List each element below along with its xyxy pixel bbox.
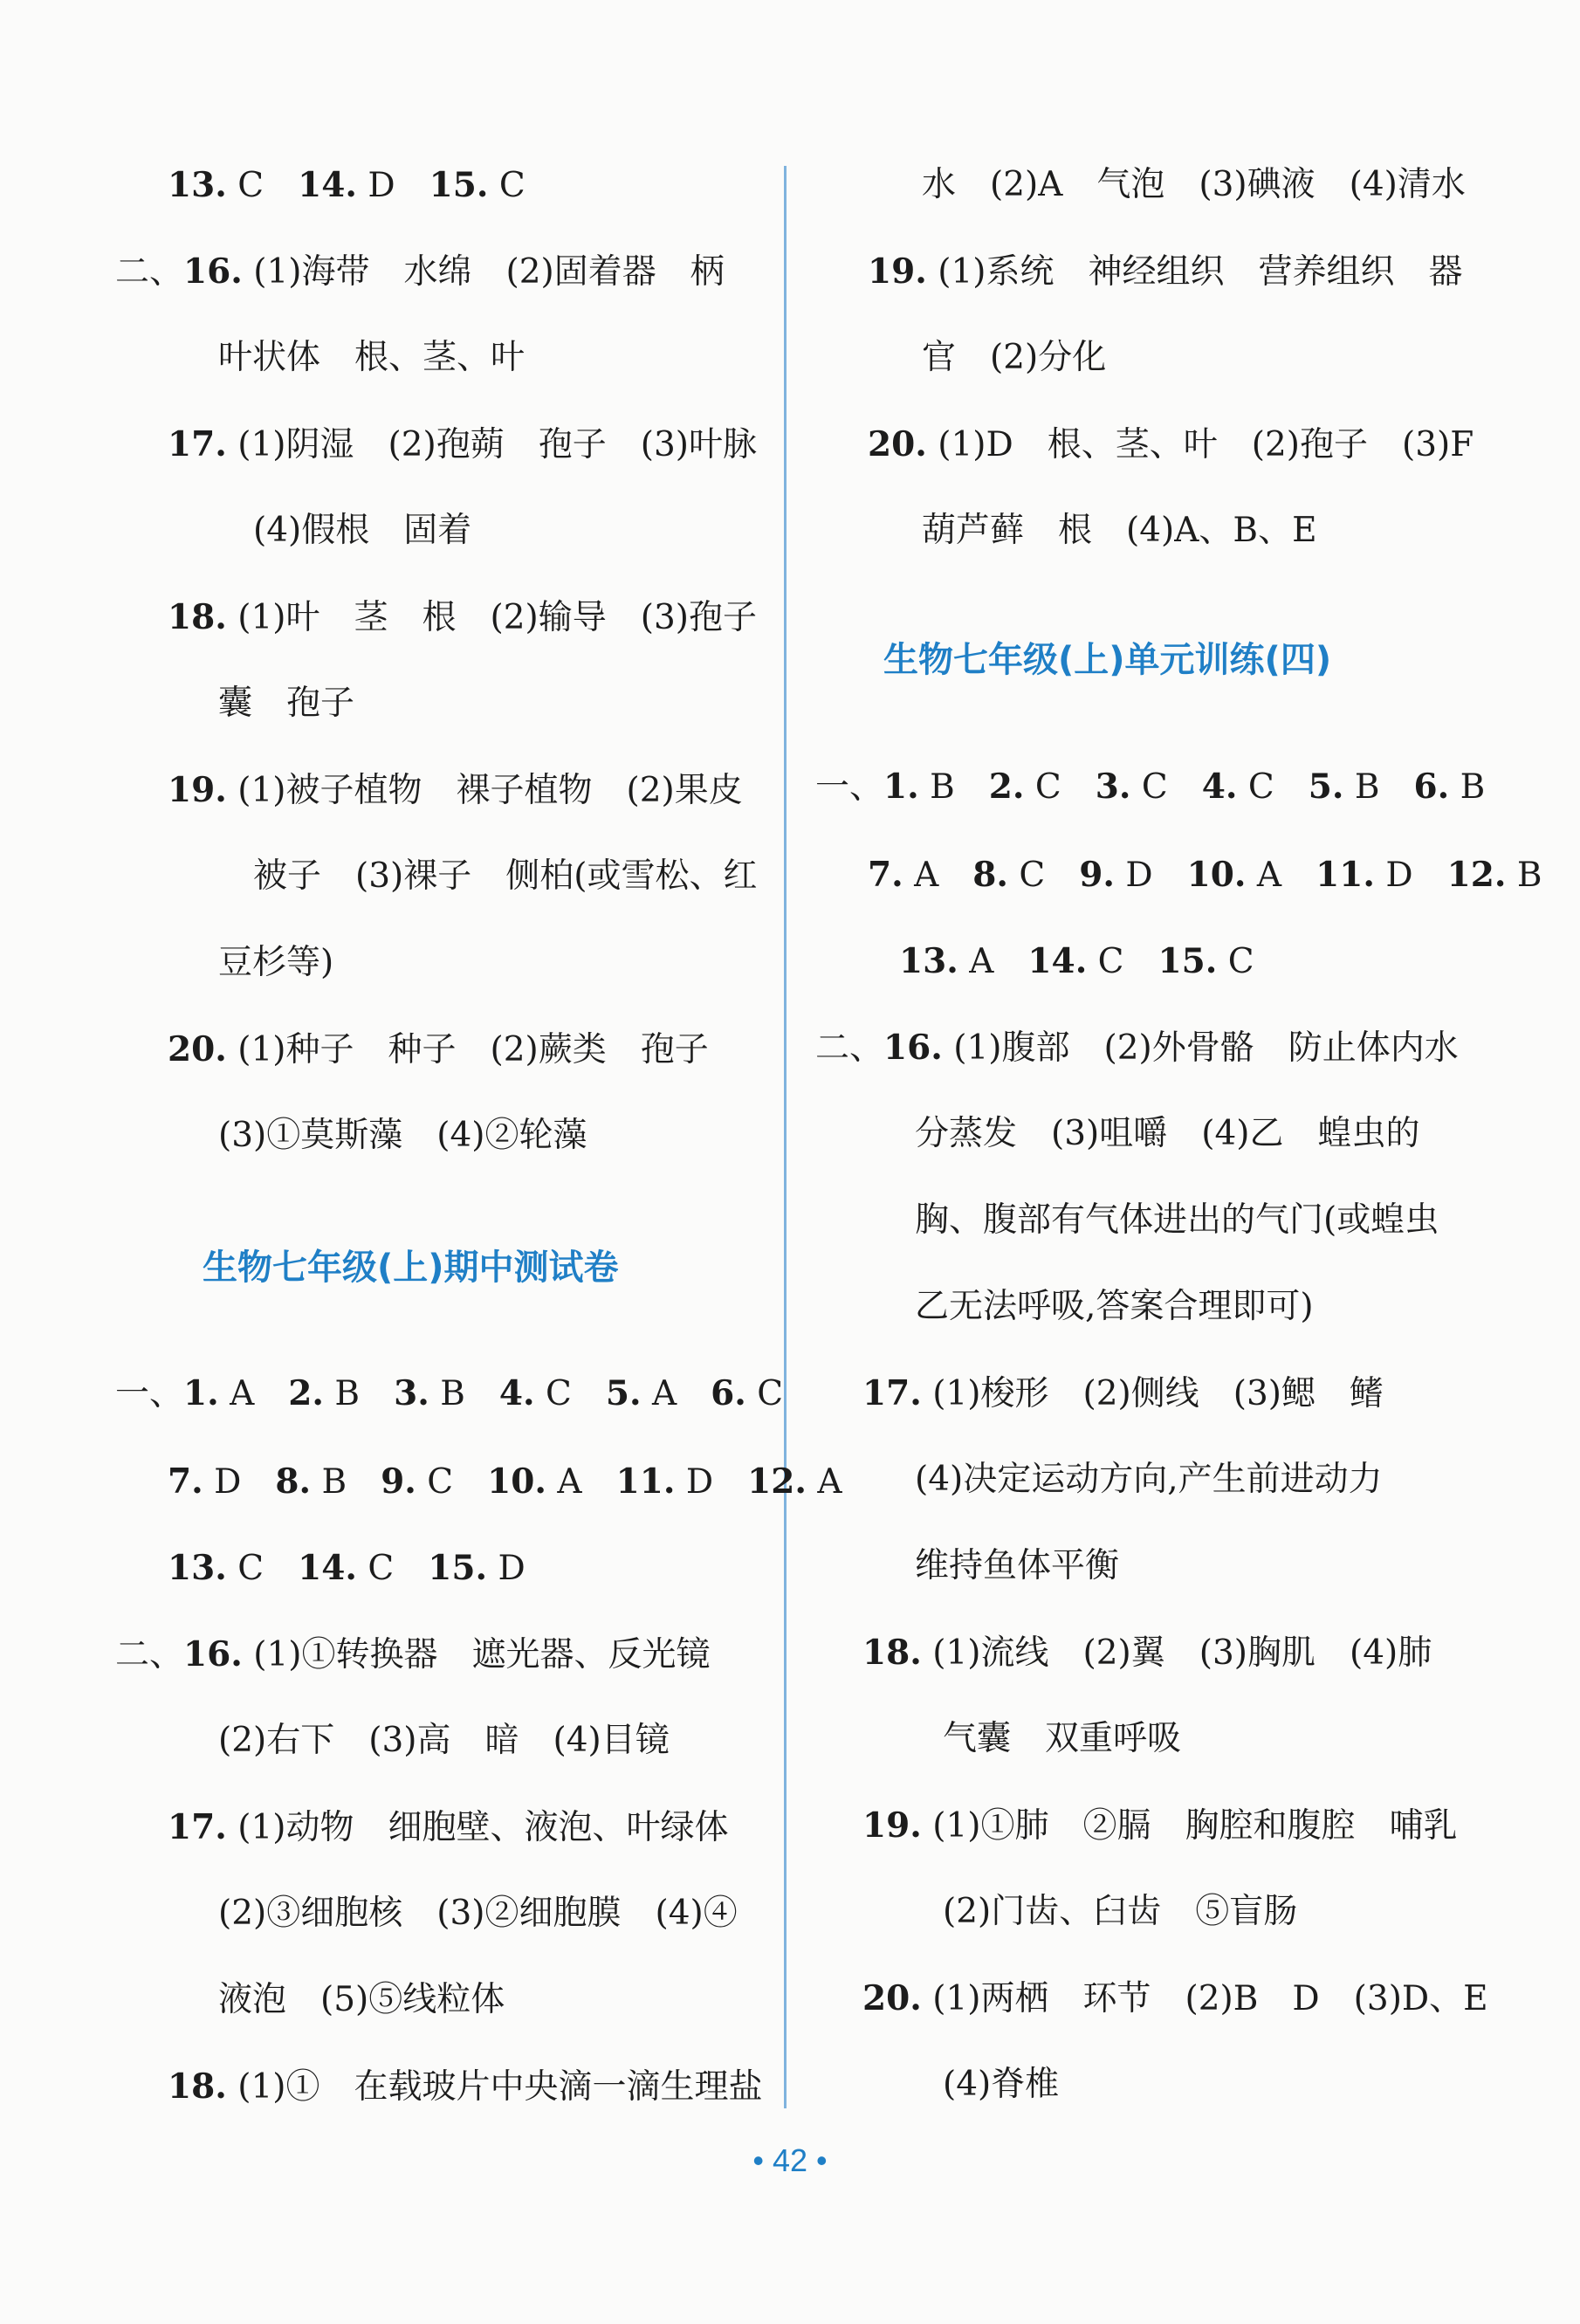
answer-line: (4)假根 固着 — [253, 511, 472, 550]
answer-line: (4)决定运动方向,产生前进动力 — [915, 1460, 1383, 1499]
answer-line: 二、16. (1)①转换器 遮光器、反光镜 — [115, 1634, 711, 1674]
answer-line: 13. C 14. C 15. D — [168, 1548, 526, 1588]
answer-line: (2)右下 (3)高 暗 (4)目镜 — [218, 1721, 670, 1760]
answer-line: 17. (1)动物 细胞壁、液泡、叶绿体 — [168, 1807, 729, 1847]
answer-line: 水 (2)A 气泡 (3)碘液 (4)清水 — [922, 165, 1466, 204]
answer-line: 13. C 14. D 15. C — [168, 165, 526, 205]
answer-line: 一、1. B 2. C 3. C 4. C 5. B 6. B — [815, 767, 1486, 807]
answer-line: (2)门齿、臼齿 ⑤盲肠 — [943, 1892, 1298, 1931]
answer-line: 二、16. (1)腹部 (2)外骨骼 防止体内水 — [815, 1028, 1459, 1068]
answer-line: 20. (1)种子 种子 (2)蕨类 孢子 — [168, 1029, 709, 1069]
section-title: 生物七年级(上)单元训练(四) — [883, 640, 1332, 680]
answer-line: 官 (2)分化 — [922, 338, 1107, 377]
answer-line: 被子 (3)裸子 侧柏(或雪松、红 — [253, 856, 758, 896]
answer-line: 20. (1)D 根、茎、叶 (2)孢子 (3)F — [868, 424, 1474, 464]
answer-line: 18. (1)叶 茎 根 (2)输导 (3)孢子 — [168, 597, 757, 637]
answer-line: (4)脊椎 — [943, 2065, 1060, 2104]
answer-line: 18. (1)① 在载玻片中央滴一滴生理盐 — [168, 2066, 763, 2107]
answer-line: 分蒸发 (3)咀嚼 (4)乙 蝗虫的 — [915, 1114, 1420, 1153]
column-divider — [784, 166, 787, 2108]
answer-line: 17. (1)阴湿 (2)孢蒴 孢子 (3)叶脉 — [168, 424, 757, 464]
answer-line: 葫芦藓 根 (4)A、B、E — [922, 511, 1317, 550]
section-title: 生物七年级(上)期中测试卷 — [203, 1248, 619, 1288]
answer-line: 20. (1)两栖 环节 (2)B D (3)D、E — [862, 1978, 1488, 2018]
answer-line: 13. A 14. C 15. C — [899, 941, 1254, 981]
answer-line: 液泡 (5)⑤线粒体 — [218, 1980, 505, 2019]
answer-line: 维持鱼体平衡 — [915, 1546, 1120, 1585]
answer-line: 豆杉等) — [218, 943, 334, 982]
answer-line: 17. (1)梭形 (2)侧线 (3)鳃 鳍 — [862, 1373, 1384, 1413]
answer-line: 一、1. A 2. B 3. B 4. C 5. A 6. C — [115, 1373, 784, 1413]
answer-line: (3)①莫斯藻 (4)②轮藻 — [218, 1116, 587, 1155]
answer-line: 二、16. (1)海带 水绵 (2)固着器 柄 — [115, 251, 725, 292]
answer-line: 气囊 双重呼吸 — [943, 1719, 1182, 1758]
answer-line: (2)③细胞核 (3)②细胞膜 (4)④ — [218, 1894, 738, 1933]
answer-line: 7. D 8. B 9. C 10. A 11. D 12. A — [168, 1461, 842, 1502]
answer-line: 胸、腹部有气体进出的气门(或蝗虫 — [915, 1200, 1439, 1240]
answer-line: 叶状体 根、茎、叶 — [218, 338, 526, 377]
answer-line: 7. A 8. C 9. D 10. A 11. D 12. B — [868, 855, 1542, 895]
answer-line: 19. (1)系统 神经组织 营养组织 器 — [868, 251, 1463, 292]
answer-line: 19. (1)①肺 ②膈 胸腔和腹腔 哺乳 — [862, 1805, 1458, 1846]
page-number: • 42 • — [752, 2142, 828, 2178]
answer-line: 囊 孢子 — [218, 684, 355, 723]
answer-line: 乙无法呼吸,答案合理即可) — [915, 1287, 1314, 1326]
answer-line: 19. (1)被子植物 裸子植物 (2)果皮 — [168, 770, 743, 810]
answer-line: 18. (1)流线 (2)翼 (3)胸肌 (4)肺 — [862, 1633, 1432, 1673]
